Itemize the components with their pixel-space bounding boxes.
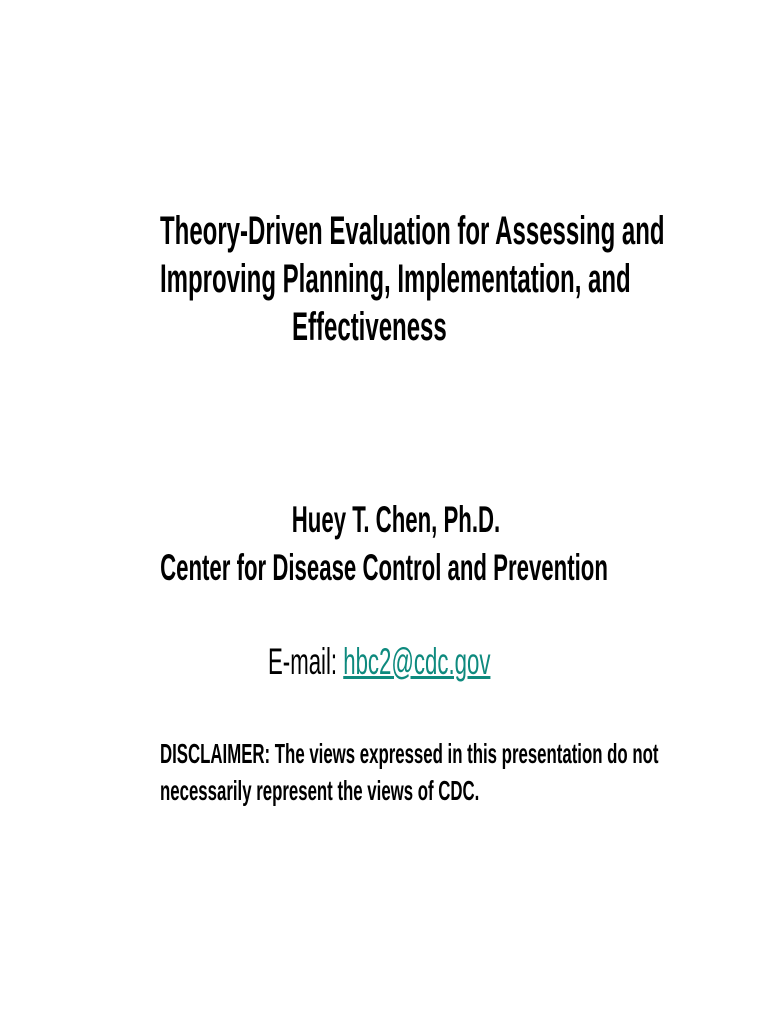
- presentation-title: [160, 207, 665, 351]
- email-link[interactable]: hbc2@cdc.gov: [343, 641, 491, 682]
- author-info: [0, 496, 768, 592]
- email-label: E-mail:: [268, 641, 344, 682]
- disclaimer-line-1: [160, 735, 659, 772]
- disclaimer: [160, 735, 659, 809]
- author-name: Huey T. Chen, Ph.D.: [291, 499, 501, 540]
- disclaimer-text-1: The views expressed in this presentation do not: [270, 738, 659, 769]
- email-contact: [268, 640, 490, 684]
- title-line-2: Improving Planning, Implementation, and: [160, 257, 631, 301]
- author-organization: Center for Disease Control and Prevention: [160, 547, 608, 588]
- disclaimer-line-2: necessarily represent the views of CDC.: [160, 775, 480, 806]
- title-line-3: Effectiveness: [292, 305, 447, 349]
- disclaimer-label: DISCLAIMER:: [160, 738, 271, 769]
- title-line-1: Theory-Driven Evaluation for Assessing and: [160, 209, 665, 253]
